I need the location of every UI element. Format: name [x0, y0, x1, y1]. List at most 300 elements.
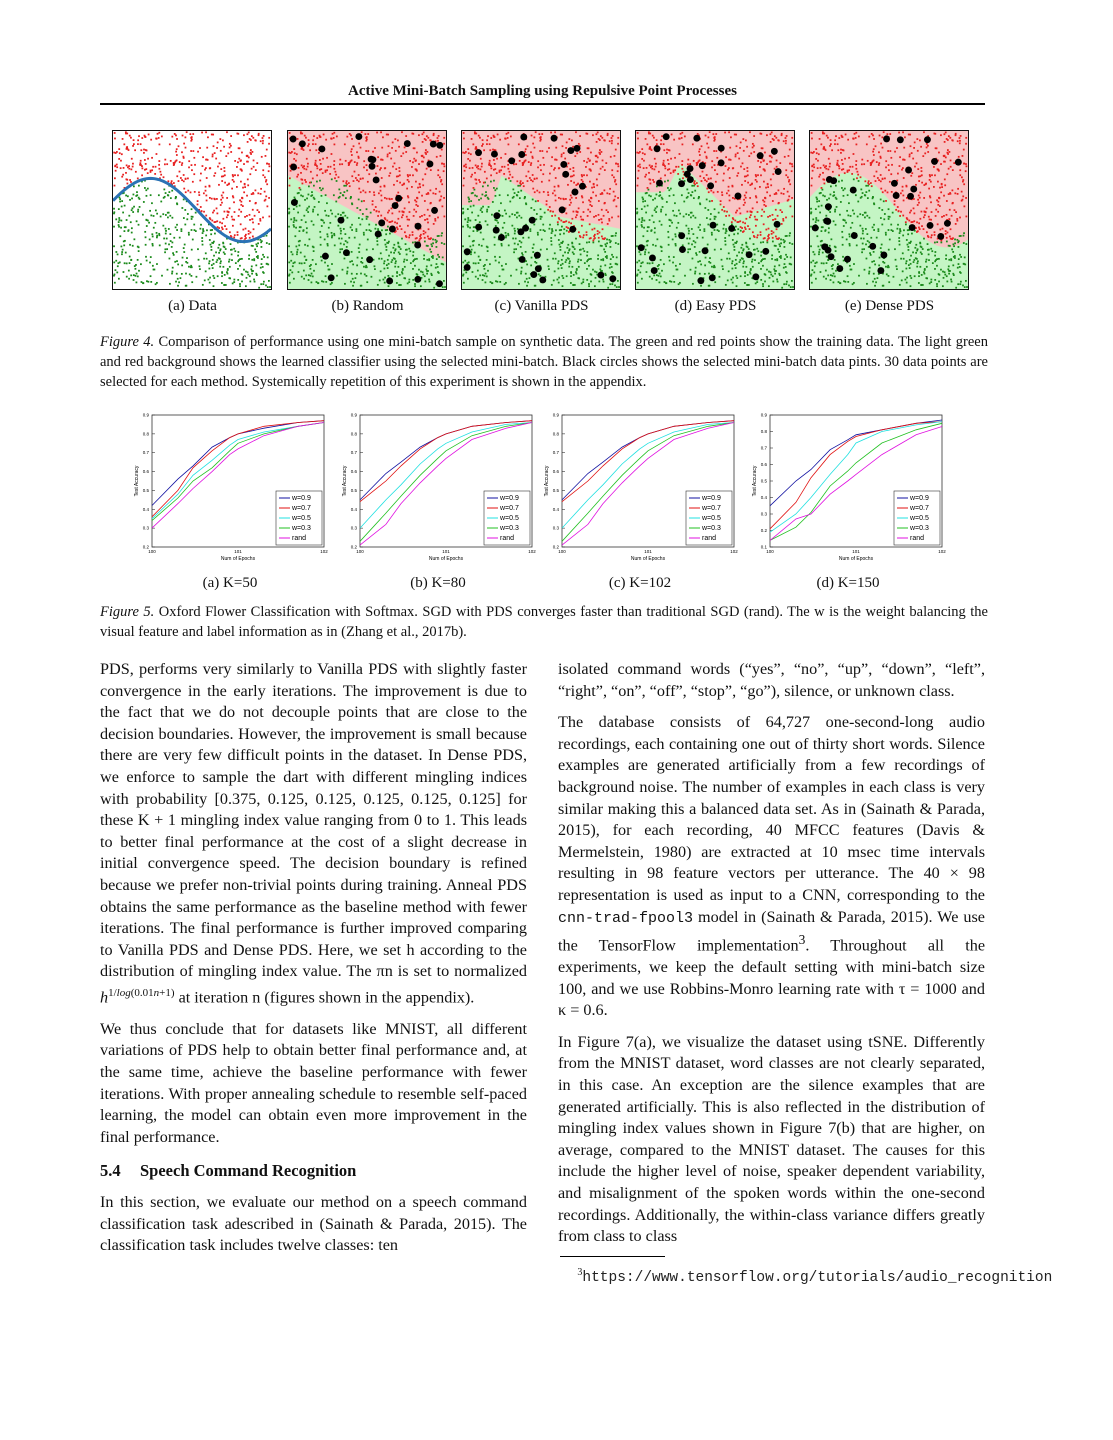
negative-point: [191, 164, 193, 166]
negative-point: [360, 147, 362, 149]
positive-point: [637, 282, 639, 284]
negative-point: [289, 177, 291, 179]
positive-point: [735, 226, 737, 228]
selected-point: [291, 199, 298, 206]
positive-point: [899, 230, 901, 232]
selected-point: [366, 256, 373, 263]
negative-point: [246, 195, 248, 197]
negative-point: [834, 139, 836, 141]
negative-point: [268, 216, 270, 218]
negative-point: [580, 216, 582, 218]
positive-point: [146, 260, 148, 262]
negative-point: [777, 215, 779, 217]
positive-point: [554, 252, 556, 254]
positive-point: [917, 262, 919, 264]
positive-point: [312, 209, 314, 211]
negative-point: [183, 188, 185, 190]
x-tick-label: 101: [442, 549, 450, 554]
positive-point: [131, 209, 133, 211]
positive-point: [393, 252, 395, 254]
positive-point: [551, 230, 553, 232]
negative-point: [496, 172, 498, 174]
positive-point: [612, 235, 614, 237]
selected-point: [826, 176, 833, 183]
positive-point: [472, 240, 474, 242]
negative-point: [766, 163, 768, 165]
positive-point: [494, 256, 496, 258]
positive-point: [135, 264, 137, 266]
positive-point: [137, 211, 139, 213]
negative-point: [164, 159, 166, 161]
negative-point: [253, 160, 255, 162]
positive-point: [611, 271, 613, 273]
negative-point: [220, 168, 222, 170]
positive-point: [848, 202, 850, 204]
positive-point: [213, 277, 215, 279]
negative-point: [380, 131, 382, 133]
negative-point: [384, 218, 386, 220]
y-tick-label: 0.2: [350, 544, 357, 550]
positive-point: [196, 276, 198, 278]
negative-point: [772, 219, 774, 221]
negative-point: [753, 151, 755, 153]
negative-point: [414, 199, 416, 201]
positive-point: [688, 233, 690, 235]
negative-point: [222, 228, 224, 230]
positive-point: [154, 269, 156, 271]
negative-point: [965, 216, 967, 218]
positive-point: [344, 283, 346, 285]
positive-point: [239, 265, 241, 267]
negative-point: [830, 143, 832, 145]
positive-point: [346, 273, 348, 275]
negative-point: [170, 160, 172, 162]
positive-point: [223, 251, 225, 253]
negative-point: [508, 177, 510, 179]
positive-point: [358, 247, 360, 249]
negative-point: [247, 184, 249, 186]
positive-point: [818, 206, 820, 208]
positive-point: [360, 285, 362, 287]
positive-point: [862, 228, 864, 230]
positive-point: [186, 218, 188, 220]
positive-point: [573, 253, 575, 255]
positive-point: [942, 271, 944, 273]
positive-point: [658, 275, 660, 277]
positive-point: [755, 282, 757, 284]
positive-point: [595, 277, 597, 279]
negative-point: [472, 167, 474, 169]
positive-point: [390, 251, 392, 253]
positive-point: [732, 239, 734, 241]
selected-point: [529, 217, 536, 224]
positive-point: [187, 262, 189, 264]
positive-point: [665, 282, 667, 284]
negative-point: [158, 164, 160, 166]
positive-point: [739, 261, 741, 263]
negative-point: [889, 150, 891, 152]
positive-point: [136, 191, 138, 193]
negative-point: [617, 197, 619, 199]
positive-point: [320, 236, 322, 238]
positive-point: [561, 267, 563, 269]
negative-point: [409, 234, 411, 236]
y-tick-label: 0.8: [142, 431, 149, 437]
negative-point: [181, 162, 183, 164]
positive-point: [403, 261, 405, 263]
negative-point: [316, 167, 318, 169]
negative-point: [214, 152, 216, 154]
positive-point: [519, 197, 521, 199]
negative-point: [615, 163, 617, 165]
positive-point: [694, 242, 696, 244]
positive-point: [432, 242, 434, 244]
positive-point: [899, 228, 901, 230]
negative-point: [608, 218, 610, 220]
positive-point: [551, 244, 553, 246]
negative-point: [599, 232, 601, 234]
positive-point: [540, 218, 542, 220]
positive-point: [718, 212, 720, 214]
positive-point: [575, 238, 577, 240]
positive-point: [309, 238, 311, 240]
negative-point: [602, 193, 604, 195]
negative-point: [910, 145, 912, 147]
negative-point: [424, 219, 426, 221]
negative-point: [439, 200, 441, 202]
negative-point: [532, 180, 534, 182]
negative-point: [378, 192, 380, 194]
positive-point: [293, 221, 295, 223]
negative-point: [899, 165, 901, 167]
caption-text: Comparison of performance using one mini-batch sample on synthetic data. The green and red points show the training data. The light green and red background shows the learned classifier using the selected mini-batch. Black circles shows the selected mini-batch data pints. 30 data points are selected for each method. Systemically repetition of this experiment is shown in the appendix.: [100, 334, 988, 390]
negative-point: [206, 147, 208, 149]
positive-point: [314, 206, 316, 208]
positive-point: [514, 233, 516, 235]
negative-point: [755, 175, 757, 177]
negative-point: [353, 145, 355, 147]
positive-point: [940, 242, 942, 244]
negative-point: [335, 174, 337, 176]
positive-point: [189, 273, 191, 275]
positive-point: [113, 245, 115, 247]
negative-point: [176, 175, 178, 177]
footnote: [560, 1262, 1053, 1289]
negative-point: [161, 136, 163, 138]
negative-point: [747, 174, 749, 176]
negative-point: [745, 218, 747, 220]
positive-point: [188, 234, 190, 236]
negative-point: [333, 164, 335, 166]
positive-point: [237, 279, 239, 281]
negative-point: [603, 139, 605, 141]
negative-point: [423, 157, 425, 159]
code-name: cnn-trad-fpool3: [558, 909, 694, 927]
negative-point: [203, 192, 205, 194]
positive-point: [441, 263, 443, 265]
positive-point: [529, 277, 531, 279]
negative-point: [427, 236, 429, 238]
negative-point: [290, 152, 292, 154]
footnote-url[interactable]: https://www.tensorflow.org/tutorials/audio_recognition: [582, 1269, 1053, 1286]
negative-point: [215, 158, 217, 160]
negative-point: [395, 150, 397, 152]
negative-point: [753, 135, 755, 137]
negative-point: [402, 152, 404, 154]
positive-point: [479, 259, 481, 261]
negative-point: [428, 228, 430, 230]
positive-point: [614, 285, 616, 287]
negative-point: [849, 166, 851, 168]
negative-point: [940, 134, 942, 136]
positive-point: [179, 237, 181, 239]
negative-point: [344, 143, 346, 145]
negative-point: [939, 187, 941, 189]
negative-point: [728, 195, 730, 197]
negative-point: [417, 205, 419, 207]
negative-point: [296, 153, 298, 155]
positive-point: [563, 233, 565, 235]
positive-point: [491, 282, 493, 284]
selected-point: [746, 251, 753, 258]
positive-point: [218, 252, 220, 254]
positive-point: [738, 251, 740, 253]
negative-point: [255, 169, 257, 171]
negative-point: [490, 167, 492, 169]
selected-point: [702, 247, 709, 254]
positive-point: [213, 285, 215, 287]
positive-point: [367, 239, 369, 241]
positive-point: [524, 197, 526, 199]
negative-point: [134, 149, 136, 151]
negative-point: [428, 193, 430, 195]
positive-point: [152, 265, 154, 267]
positive-point: [873, 260, 875, 262]
positive-point: [348, 237, 350, 239]
positive-point: [647, 262, 649, 264]
positive-point: [306, 198, 308, 200]
negative-point: [434, 218, 436, 220]
negative-point: [160, 174, 162, 176]
positive-point: [538, 273, 540, 275]
negative-point: [950, 228, 952, 230]
y-tick-label: 0.9: [142, 412, 149, 418]
negative-point: [568, 138, 570, 140]
positive-point: [660, 259, 662, 261]
negative-point: [791, 137, 793, 139]
positive-point: [618, 286, 620, 288]
positive-point: [846, 239, 848, 241]
negative-point: [577, 183, 579, 185]
positive-point: [307, 211, 309, 213]
negative-point: [141, 137, 143, 139]
footnote-marker[interactable]: 3: [798, 932, 806, 948]
negative-point: [380, 167, 382, 169]
selected-point: [924, 136, 931, 143]
selected-point: [579, 183, 586, 190]
negative-point: [315, 143, 317, 145]
positive-point: [642, 235, 644, 237]
negative-point: [131, 158, 133, 160]
negative-point: [604, 202, 606, 204]
negative-point: [841, 169, 843, 171]
negative-point: [847, 170, 849, 172]
selected-point: [718, 145, 725, 152]
negative-point: [333, 132, 335, 134]
positive-point: [517, 191, 519, 193]
positive-point: [388, 285, 390, 287]
negative-point: [894, 151, 896, 153]
positive-point: [313, 270, 315, 272]
positive-point: [936, 283, 938, 285]
negative-point: [670, 172, 672, 174]
positive-point: [875, 281, 877, 283]
positive-point: [566, 230, 568, 232]
positive-point: [922, 284, 924, 286]
negative-point: [427, 209, 429, 211]
positive-point: [555, 229, 557, 231]
positive-point: [513, 248, 515, 250]
negative-point: [252, 137, 254, 139]
positive-point: [166, 238, 168, 240]
positive-point: [165, 214, 167, 216]
negative-point: [244, 216, 246, 218]
negative-point: [598, 200, 600, 202]
selected-point: [508, 157, 515, 164]
positive-point: [557, 268, 559, 270]
negative-point: [770, 184, 772, 186]
selected-point: [534, 252, 541, 259]
positive-point: [654, 198, 656, 200]
positive-point: [505, 178, 507, 180]
positive-point: [771, 258, 773, 260]
positive-point: [294, 235, 296, 237]
negative-point: [501, 166, 503, 168]
positive-point: [499, 281, 501, 283]
negative-point: [957, 193, 959, 195]
positive-point: [522, 237, 524, 239]
negative-point: [288, 152, 290, 154]
positive-point: [308, 279, 310, 281]
negative-point: [937, 211, 939, 213]
negative-point: [674, 157, 676, 159]
selected-point: [493, 212, 500, 219]
negative-point: [362, 190, 364, 192]
positive-point: [192, 239, 194, 241]
positive-point: [266, 242, 268, 244]
positive-point: [908, 242, 910, 244]
positive-point: [218, 257, 220, 259]
positive-point: [296, 206, 298, 208]
positive-point: [905, 279, 907, 281]
negative-point: [728, 167, 730, 169]
negative-point: [383, 185, 385, 187]
positive-point: [601, 270, 603, 272]
positive-point: [298, 240, 300, 242]
negative-point: [246, 155, 248, 157]
positive-point: [785, 283, 787, 285]
positive-point: [167, 217, 169, 219]
negative-point: [320, 163, 322, 165]
positive-point: [435, 267, 437, 269]
positive-point: [470, 206, 472, 208]
positive-point: [695, 252, 697, 254]
negative-point: [766, 191, 768, 193]
positive-point: [690, 194, 692, 196]
negative-point: [613, 200, 615, 202]
positive-point: [249, 275, 251, 277]
positive-point: [608, 239, 610, 241]
y-tick-label: 0.4: [350, 506, 357, 512]
positive-point: [385, 244, 387, 246]
positive-point: [789, 232, 791, 234]
positive-point: [940, 269, 942, 271]
selected-point: [752, 273, 759, 280]
positive-point: [824, 230, 826, 232]
negative-point: [671, 134, 673, 136]
positive-point: [752, 266, 754, 268]
negative-point: [361, 131, 363, 133]
positive-point: [149, 210, 151, 212]
positive-point: [408, 248, 410, 250]
negative-point: [783, 140, 785, 142]
negative-point: [562, 198, 564, 200]
positive-point: [726, 258, 728, 260]
positive-point: [516, 212, 518, 214]
negative-point: [714, 169, 716, 171]
selected-point: [931, 158, 938, 165]
negative-point: [937, 181, 939, 183]
positive-point: [211, 229, 213, 231]
negative-point: [561, 156, 563, 158]
negative-point: [757, 211, 759, 213]
positive-point: [155, 210, 157, 212]
negative-point: [866, 143, 868, 145]
positive-point: [191, 249, 193, 251]
selected-point: [464, 264, 471, 271]
negative-point: [765, 187, 767, 189]
positive-point: [191, 208, 193, 210]
positive-point: [296, 253, 298, 255]
negative-point: [470, 176, 472, 178]
negative-point: [724, 132, 726, 134]
selected-point: [728, 225, 735, 232]
positive-point: [594, 271, 596, 273]
positive-point: [181, 207, 183, 209]
negative-point: [302, 183, 304, 185]
positive-point: [659, 191, 661, 193]
positive-point: [171, 271, 173, 273]
negative-point: [481, 163, 483, 165]
positive-point: [294, 197, 296, 199]
positive-point: [786, 256, 788, 258]
selected-point: [684, 171, 691, 178]
positive-point: [482, 194, 484, 196]
negative-point: [229, 143, 231, 145]
positive-point: [881, 244, 883, 246]
negative-point: [189, 133, 191, 135]
positive-point: [353, 281, 355, 283]
positive-point: [510, 275, 512, 277]
negative-point: [955, 223, 957, 225]
section-title: Speech Command Recognition: [140, 1161, 357, 1181]
negative-point: [302, 166, 304, 168]
positive-point: [918, 282, 920, 284]
section-number: 5.4: [100, 1161, 121, 1181]
positive-point: [202, 228, 204, 230]
positive-point: [252, 245, 254, 247]
negative-point: [782, 218, 784, 220]
